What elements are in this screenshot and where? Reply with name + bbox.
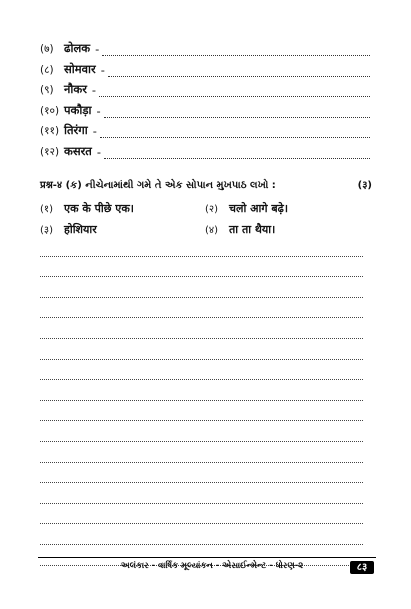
choice-text: चलो आगे बढ़े। xyxy=(229,202,289,215)
hindi-word: सोमवार xyxy=(64,61,96,76)
hindi-word: नौकर xyxy=(64,82,87,97)
footer-text: અલંકાર - વાર્ષિક મૂલ્યાંકન - એસાઈન્મેન્ટ - ધોરણ-૨ xyxy=(120,561,304,571)
word-row xyxy=(40,36,370,56)
item-number: (१२) xyxy=(40,145,60,158)
choice-item xyxy=(205,222,370,237)
answer-line xyxy=(40,277,363,298)
answer-line xyxy=(40,257,363,278)
answer-line xyxy=(40,421,363,442)
word-row xyxy=(40,77,370,97)
choice-row xyxy=(40,198,370,219)
footer-rule xyxy=(38,557,376,558)
answer-line xyxy=(40,318,363,339)
answer-line xyxy=(40,401,363,422)
answer-blank xyxy=(104,147,370,159)
question-marks: (३) xyxy=(357,180,372,191)
answer-line xyxy=(40,463,363,484)
dash: - xyxy=(92,124,97,139)
answer-lines xyxy=(40,236,363,566)
item-number: (७) xyxy=(40,43,54,55)
dash: - xyxy=(96,103,101,118)
word-row xyxy=(40,139,370,159)
answer-line xyxy=(40,339,363,360)
word-list xyxy=(40,36,370,160)
dash: - xyxy=(96,144,102,159)
answer-line xyxy=(40,504,363,525)
choice-number: (३) xyxy=(40,225,54,236)
choice-text: होशियार xyxy=(64,223,97,236)
hindi-word: ढोलक xyxy=(64,41,91,55)
answer-line xyxy=(40,524,363,545)
item-number: (८) xyxy=(40,63,54,76)
word-row xyxy=(40,118,370,138)
word-row xyxy=(40,57,370,77)
answer-blank xyxy=(104,106,370,118)
hindi-word: तिरंगा xyxy=(64,123,88,138)
choice-item xyxy=(205,201,370,216)
answer-line xyxy=(40,236,363,257)
item-number: (९) xyxy=(40,84,54,97)
page-number: ८३ xyxy=(350,561,374,574)
dash: - xyxy=(95,42,100,56)
item-number: (१०) xyxy=(40,104,60,117)
answer-line xyxy=(40,442,363,463)
choice-list xyxy=(40,198,370,240)
answer-blank xyxy=(100,126,370,138)
choice-number: (१) xyxy=(40,204,54,215)
choice-item xyxy=(40,201,205,216)
dash: - xyxy=(100,62,105,77)
answer-blank xyxy=(108,65,370,77)
answer-line xyxy=(40,483,363,504)
item-number: (११) xyxy=(40,125,60,138)
answer-line xyxy=(40,298,363,319)
question-header xyxy=(40,177,372,191)
hindi-word: पकौड़ा xyxy=(64,102,92,117)
choice-number: (२) xyxy=(205,204,219,215)
choice-text: एक के पीछे एक। xyxy=(64,202,134,215)
dash: - xyxy=(91,83,97,98)
choice-number: (४) xyxy=(205,225,219,236)
question-text: प्रश्न-४ (ક) નીચેનામાંથી ગમે તે એક સોપાન મુખપાઠ લખો : xyxy=(40,180,276,191)
hindi-word: कसरत xyxy=(64,143,92,158)
choice-text: ता ता थैया। xyxy=(229,223,276,236)
answer-blank xyxy=(99,85,370,97)
word-row xyxy=(40,98,370,118)
answer-blank xyxy=(102,44,370,56)
answer-line xyxy=(40,360,363,381)
answer-line xyxy=(40,380,363,401)
choice-item xyxy=(40,222,205,237)
